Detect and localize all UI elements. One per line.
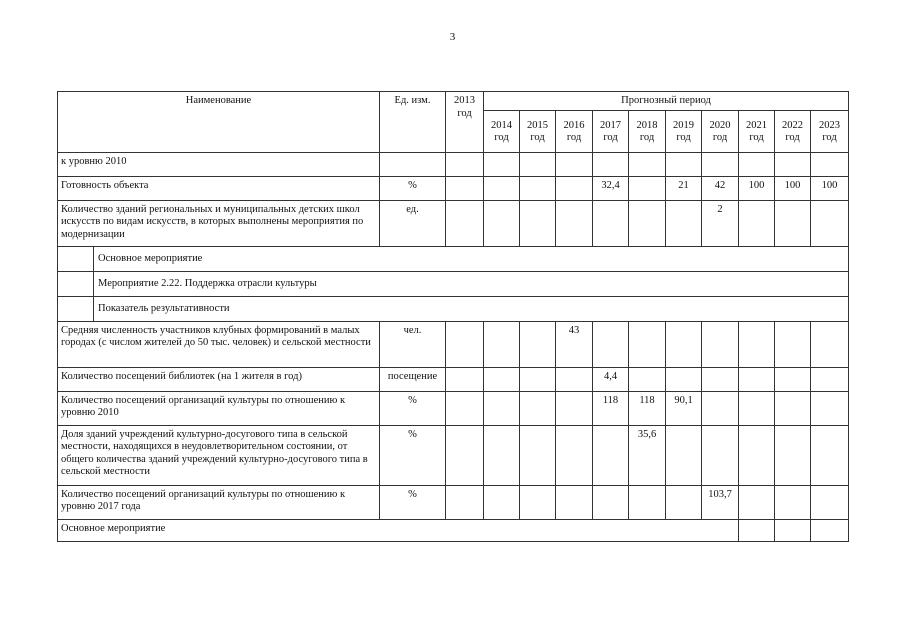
row-value bbox=[739, 391, 775, 425]
row-value: 35,6 bbox=[629, 425, 666, 485]
row-value bbox=[556, 200, 593, 246]
row-name: Средняя численность участников клубных формирований в малых городах (с числом жителей до 50 тыс. человек) и сельской местности bbox=[58, 321, 380, 367]
row-value bbox=[556, 367, 593, 391]
header-year: 2018 год bbox=[629, 110, 666, 152]
row-value: 4,4 bbox=[593, 367, 629, 391]
row-value: 90,1 bbox=[666, 391, 702, 425]
row-unit: % bbox=[380, 176, 446, 200]
row-value bbox=[520, 176, 556, 200]
row-name: Доля зданий учреждений культурно-досугового типа в сельской местности, находящихся в неудовлетворительном состоянии, от общего количества зданий учреждений культурно-досугового типа в сельской местности bbox=[58, 425, 380, 485]
row-value bbox=[484, 485, 520, 519]
row-name: Количество посещений организаций культуры по отношению к уровню 2017 года bbox=[58, 485, 380, 519]
row-value bbox=[811, 519, 849, 541]
row-value bbox=[666, 321, 702, 367]
row-2013 bbox=[446, 321, 484, 367]
row-unit: чел. bbox=[380, 321, 446, 367]
row-value bbox=[811, 425, 849, 485]
row-value bbox=[520, 367, 556, 391]
row-name: к уровню 2010 bbox=[58, 152, 380, 176]
header-base-year: 2013 год bbox=[446, 92, 484, 153]
row-value bbox=[666, 367, 702, 391]
section-label: Мероприятие 2.22. Поддержка отрасли культуры bbox=[98, 277, 317, 289]
row-value: 2 bbox=[702, 200, 739, 246]
row-value bbox=[593, 425, 629, 485]
row-value bbox=[739, 321, 775, 367]
header-row bbox=[58, 92, 849, 111]
indent-spacer bbox=[58, 297, 94, 321]
row-value bbox=[484, 152, 520, 176]
row-value bbox=[484, 321, 520, 367]
section-cell bbox=[58, 271, 849, 296]
table-row bbox=[58, 367, 849, 391]
row-value: 42 bbox=[702, 176, 739, 200]
row-value bbox=[629, 176, 666, 200]
row-value: 100 bbox=[739, 176, 775, 200]
row-value bbox=[629, 200, 666, 246]
row-2013 bbox=[446, 391, 484, 425]
table-row-last bbox=[58, 519, 849, 541]
row-2013 bbox=[446, 485, 484, 519]
table-row bbox=[58, 391, 849, 425]
row-value bbox=[666, 425, 702, 485]
row-unit: ед. bbox=[380, 200, 446, 246]
row-value bbox=[702, 321, 739, 367]
row-unit: % bbox=[380, 485, 446, 519]
header-unit: Ед. изм. bbox=[380, 92, 446, 153]
row-value bbox=[775, 152, 811, 176]
row-value bbox=[811, 391, 849, 425]
row-value: 103,7 bbox=[702, 485, 739, 519]
row-2013 bbox=[446, 176, 484, 200]
row-value bbox=[520, 200, 556, 246]
table-row bbox=[58, 425, 849, 485]
section-row bbox=[58, 296, 849, 321]
row-value bbox=[739, 200, 775, 246]
row-value bbox=[811, 321, 849, 367]
row-value: 118 bbox=[629, 391, 666, 425]
row-name: Количество посещений библиотек (на 1 жителя в год) bbox=[58, 367, 380, 391]
row-2013 bbox=[446, 200, 484, 246]
row-value bbox=[629, 367, 666, 391]
header-forecast: Прогнозный период bbox=[484, 92, 849, 111]
header-year: 2022 год bbox=[775, 110, 811, 152]
row-value bbox=[520, 485, 556, 519]
row-value bbox=[739, 152, 775, 176]
header-name: Наименование bbox=[58, 92, 380, 153]
row-value bbox=[520, 425, 556, 485]
row-value bbox=[702, 425, 739, 485]
section-cell bbox=[58, 296, 849, 321]
indent-spacer bbox=[58, 272, 94, 296]
table-row bbox=[58, 200, 849, 246]
row-value bbox=[484, 391, 520, 425]
row-value bbox=[556, 391, 593, 425]
row-value bbox=[811, 485, 849, 519]
row-value bbox=[775, 367, 811, 391]
row-value bbox=[556, 176, 593, 200]
row-value bbox=[775, 425, 811, 485]
row-value bbox=[484, 176, 520, 200]
row-value bbox=[593, 321, 629, 367]
row-value bbox=[484, 425, 520, 485]
header-year: 2021 год bbox=[739, 110, 775, 152]
table-row bbox=[58, 176, 849, 200]
row-name: Готовность объекта bbox=[58, 176, 380, 200]
row-name: Количество посещений организаций культуры по отношению к уровню 2010 bbox=[58, 391, 380, 425]
row-value bbox=[484, 200, 520, 246]
row-value bbox=[811, 152, 849, 176]
indent-spacer bbox=[58, 247, 94, 271]
row-unit: посещение bbox=[380, 367, 446, 391]
row-value bbox=[666, 485, 702, 519]
row-name: Количество зданий региональных и муниципальных детских школ искусств по видам искусств, в которых выполнены мероприятия по модернизации bbox=[58, 200, 380, 246]
row-value bbox=[629, 485, 666, 519]
row-value bbox=[702, 391, 739, 425]
header-year: 2015 год bbox=[520, 110, 556, 152]
row-unit bbox=[380, 152, 446, 176]
row-value: 43 bbox=[556, 321, 593, 367]
row-unit: % bbox=[380, 425, 446, 485]
row-value bbox=[520, 152, 556, 176]
row-value bbox=[811, 367, 849, 391]
row-value bbox=[702, 152, 739, 176]
row-value bbox=[739, 485, 775, 519]
row-value bbox=[739, 519, 775, 541]
header-year: 2016 год bbox=[556, 110, 593, 152]
row-value bbox=[666, 152, 702, 176]
row-value bbox=[702, 367, 739, 391]
row-value bbox=[629, 321, 666, 367]
row-value bbox=[775, 485, 811, 519]
row-value bbox=[775, 321, 811, 367]
row-value: 118 bbox=[593, 391, 629, 425]
row-value bbox=[593, 485, 629, 519]
row-2013 bbox=[446, 152, 484, 176]
row-unit: % bbox=[380, 391, 446, 425]
header-year: 2017 год bbox=[593, 110, 629, 152]
row-2013 bbox=[446, 425, 484, 485]
row-value bbox=[739, 367, 775, 391]
row-value bbox=[556, 485, 593, 519]
row-value: 21 bbox=[666, 176, 702, 200]
header-year: 2019 год bbox=[666, 110, 702, 152]
row-value bbox=[775, 200, 811, 246]
row-value bbox=[811, 200, 849, 246]
row-value: 100 bbox=[811, 176, 849, 200]
row-value bbox=[593, 200, 629, 246]
row-value bbox=[556, 152, 593, 176]
section-cell bbox=[58, 246, 849, 271]
row-value bbox=[739, 425, 775, 485]
row-value bbox=[775, 391, 811, 425]
row-value bbox=[520, 321, 556, 367]
indicators-table bbox=[57, 91, 849, 542]
page-number: 3 bbox=[449, 31, 456, 43]
row-value bbox=[556, 425, 593, 485]
row-value bbox=[666, 200, 702, 246]
section-row bbox=[58, 246, 849, 271]
section-row bbox=[58, 271, 849, 296]
table-row bbox=[58, 321, 849, 367]
table-row bbox=[58, 152, 849, 176]
header-year: 2020 год bbox=[702, 110, 739, 152]
header-year: 2014 год bbox=[484, 110, 520, 152]
row-value: 32,4 bbox=[593, 176, 629, 200]
row-value: 100 bbox=[775, 176, 811, 200]
section-label: Показатель результативности bbox=[98, 302, 230, 314]
row-value bbox=[629, 152, 666, 176]
row-value bbox=[593, 152, 629, 176]
section-label: Основное мероприятие bbox=[98, 252, 203, 264]
row-2013 bbox=[446, 367, 484, 391]
row-value bbox=[520, 391, 556, 425]
table-row bbox=[58, 485, 849, 519]
header-year: 2023 год bbox=[811, 110, 849, 152]
row-value bbox=[775, 519, 811, 541]
row-value bbox=[484, 367, 520, 391]
last-row-label: Основное мероприятие bbox=[58, 519, 739, 541]
